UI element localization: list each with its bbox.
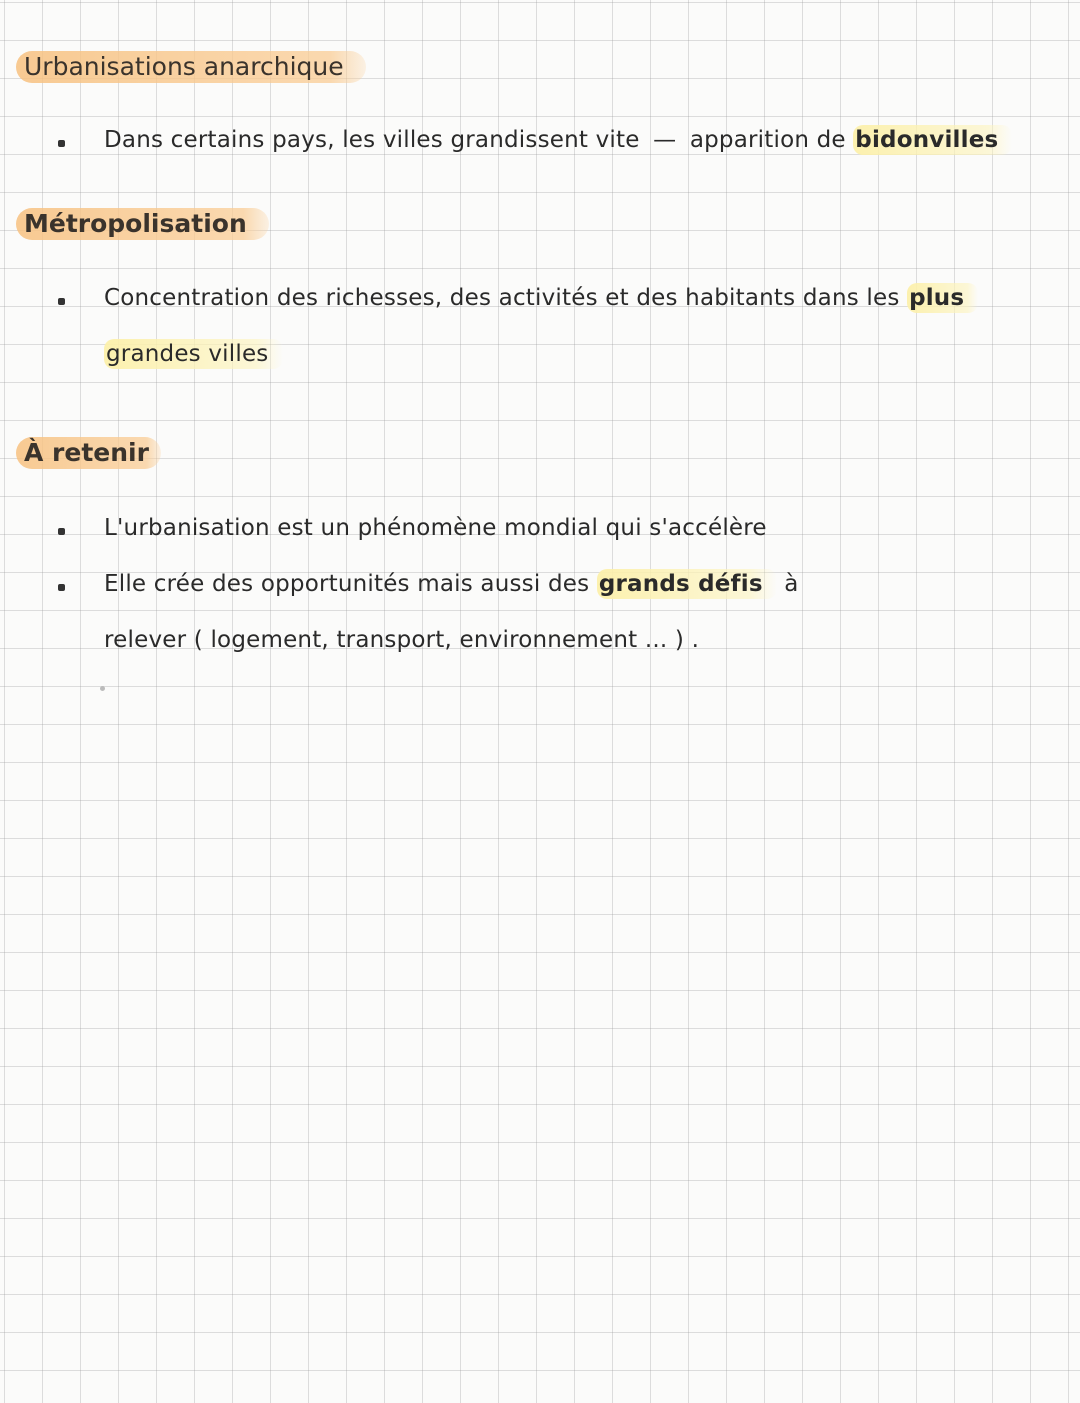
list-item [104,127,1012,153]
arrow-dash: — [653,127,677,153]
list-item-continuation [104,341,283,367]
highlight-bidonvilles: bidonvilles [853,125,1012,155]
item-text: relever ( logement, transport, environnement ... ) . [104,627,700,653]
bullet-icon [58,584,65,591]
section-heading-metropolisation: Métropolisation [16,208,269,240]
item-text-after: à [784,571,799,597]
bullet-icon [58,528,65,535]
highlight-grandes-villes: grandes villes [104,339,283,369]
highlight-grands-defis: grands défis [597,569,777,599]
bullet-icon [58,140,65,147]
item-text: Dans certains pays, les villes grandissent vite [104,127,640,153]
section-heading-urbanisations: Urbanisations anarchique [16,51,366,83]
item-text: Elle crée des opportunités mais aussi des [104,571,590,597]
list-item [104,515,767,541]
section-heading-a-retenir: À retenir [16,437,161,469]
bullet-icon [58,298,65,305]
item-text-middle: apparition de [689,127,846,153]
list-item-continuation [104,627,699,653]
pen-dot [100,686,105,691]
list-item [104,285,978,311]
item-text: L'urbanisation est un phénomène mondial qui s'accélère [104,515,767,541]
highlight-plus: plus [907,283,978,313]
item-text: Concentration des richesses, des activités et des habitants dans les [104,285,900,311]
list-item [104,571,799,597]
